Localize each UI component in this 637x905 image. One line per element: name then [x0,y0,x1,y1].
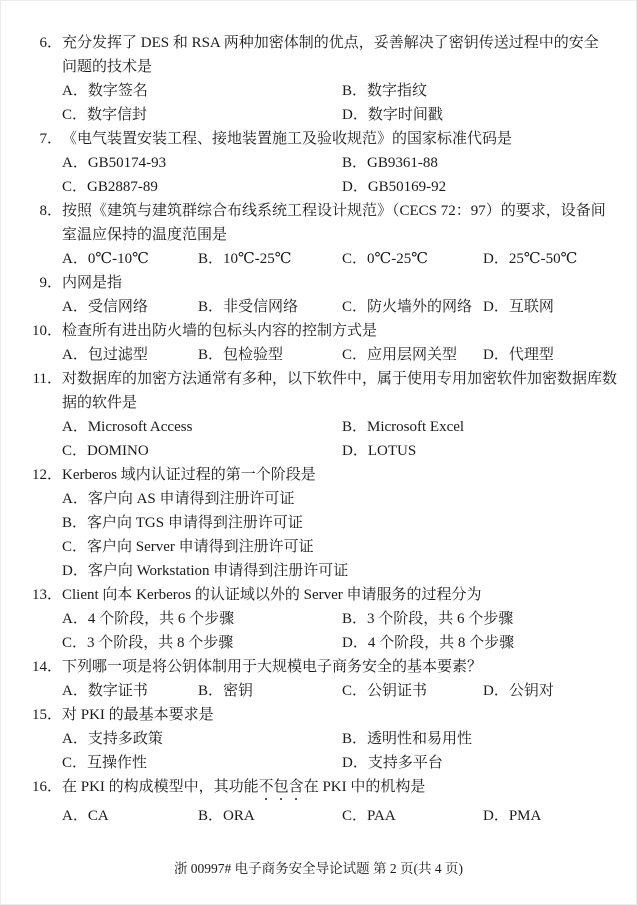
question-block [0,127,619,199]
answer-option [342,607,619,631]
option-letter: D． [483,808,509,824]
answer-option [62,535,619,559]
answer-option [198,295,342,319]
option-text: 公钥对 [508,683,554,699]
emphasized-text: 不包含 [258,779,304,795]
question-text: 《电气装置安装工程、接地装置施工及验收规范》的国家标准代码是 [62,131,513,147]
option-letter: C． [342,808,368,824]
option-letter: C． [62,107,88,123]
option-text: 0℃-25℃ [367,251,429,267]
option-text: 4 个阶段，共 8 个步骤 [367,635,515,651]
option-text: 互联网 [508,299,554,315]
option-letter: D． [483,251,509,267]
question-first-line [0,271,619,295]
question-first-line [0,655,619,679]
answer-option [483,679,619,703]
question-options [0,679,619,703]
question-block [0,271,619,319]
option-letter: B． [342,155,368,171]
answer-option [342,631,619,655]
question-text: 按照《建筑与建筑群综合布线系统工程设计规范》（CECS 72：97）的要求，设备间 [62,203,606,219]
option-letter: D． [342,755,368,771]
answer-option [342,415,619,439]
option-text: 支持多政策 [87,731,163,747]
answer-option [483,343,619,367]
question-number: 15． [31,707,62,723]
option-letter: C． [62,443,88,459]
answer-option [62,727,342,751]
question-first-line [0,199,619,223]
option-text: DOMINO [87,443,149,459]
option-text: 3 个阶段，共 6 个步骤 [367,611,514,627]
option-text: 3 个阶段，共 8 个步骤 [87,635,234,651]
answer-option [62,295,198,319]
question-number: 6． [39,35,62,51]
answer-option [62,804,198,828]
option-letter: B． [198,683,224,699]
answer-option [62,151,342,175]
answer-option [62,511,619,535]
option-text: GB50174-93 [87,155,167,171]
answer-option [342,79,619,103]
option-letter: C． [62,179,88,195]
question-options [0,804,619,828]
question-text: Client 向本 Kerberos 的认证域以外的 Server 申请服务的过程分为 [62,587,482,603]
option-text: 支持多平台 [367,755,443,771]
option-text: 数字时间戳 [367,107,443,123]
option-letter: B． [62,515,88,531]
question-first-line [0,463,619,487]
option-letter: A． [62,731,88,747]
option-text: LOTUS [367,443,417,459]
option-letter: B． [198,251,224,267]
option-letter: D． [483,683,509,699]
question-text: 充分发挥了 DES 和 RSA 两种加密体制的优点，妥善解决了密钥传送过程中的安全 [62,35,599,51]
question-number: 16． [31,779,62,795]
question-options [0,607,619,655]
option-letter: A． [62,683,88,699]
question-text: 内网是指 [62,275,123,291]
option-letter: D． [342,443,368,459]
answer-option [342,343,483,367]
option-letter: B． [342,419,368,435]
option-letter: D． [483,299,509,315]
exam-body [0,31,637,828]
question-first-line [0,775,619,804]
option-text: 代理型 [508,347,554,363]
option-letter: B． [198,347,224,363]
question-block [0,319,619,367]
question-text: 对 PKI 的最基本要求是 [62,707,214,723]
option-text: Microsoft Excel [367,419,465,435]
answer-option [342,175,619,199]
answer-option [342,151,619,175]
question-list [0,31,619,828]
option-text: 包检验型 [223,347,284,363]
option-letter: B． [342,611,368,627]
answer-option [62,79,342,103]
option-text: PAA [367,808,396,824]
option-text: 数字证书 [87,683,148,699]
option-text: 受信网络 [87,299,148,315]
question-text-continued: 据的软件是 [62,395,138,411]
option-text: 数字信封 [87,107,148,123]
question-block [0,703,619,775]
option-letter: A． [62,491,88,507]
answer-option [342,247,483,271]
question-number: 9． [39,275,62,291]
option-letter: C． [62,539,88,555]
option-letter: A． [62,155,88,171]
question-first-line [0,127,619,151]
option-text: 客户向 AS 申请得到注册许可证 [87,491,295,507]
question-first-line [0,31,619,55]
question-options [0,79,619,127]
question-number: 8． [39,203,62,219]
option-letter: C． [342,347,368,363]
option-letter: B． [342,731,368,747]
question-options [0,727,619,775]
answer-option [62,487,619,511]
option-text: 客户向 Server 申请得到注册许可证 [87,539,314,555]
answer-option [342,439,619,463]
answer-option [62,607,342,631]
question-number: 7． [39,131,62,147]
answer-option [483,295,619,319]
option-text: GB50169-92 [367,179,447,195]
question-text: 对数据库的加密方法通常有多种，以下软件中，属于使用专用加密软件加密数据库数 [62,371,618,387]
question-options [0,247,619,271]
answer-option [62,175,342,199]
option-letter: D． [342,107,368,123]
question-first-line [0,367,619,391]
answer-option [62,415,342,439]
question-first-line [0,319,619,343]
question-text: Kerberos 域内认证过程的第一个阶段是 [62,467,316,483]
answer-option [62,343,198,367]
question-options [0,295,619,319]
option-letter: B． [198,808,224,824]
answer-option [342,103,619,127]
option-letter: D． [342,635,368,651]
option-text: 0℃-10℃ [87,251,149,267]
option-letter: C． [62,755,88,771]
option-text: 密钥 [223,683,254,699]
question-number: 13． [31,587,62,603]
option-letter: A． [62,347,88,363]
option-letter: A． [62,419,88,435]
answer-option [483,247,619,271]
option-letter: D． [483,347,509,363]
question-number: 10． [31,323,62,339]
option-text: 客户向 TGS 申请得到注册许可证 [87,515,303,531]
option-text: GB2887-89 [87,179,158,195]
option-text: CA [87,808,109,824]
option-letter: B． [342,83,368,99]
option-letter: B． [198,299,224,315]
option-letter: C． [342,299,368,315]
option-letter: A． [62,83,88,99]
question-options [0,151,619,199]
question-block [0,775,619,828]
option-text: 25℃-50℃ [508,251,578,267]
answer-option [342,679,483,703]
option-letter: C． [342,251,368,267]
question-block [0,463,619,583]
answer-option [342,295,483,319]
option-text: 数字签名 [87,83,148,99]
option-letter: C． [62,635,88,651]
answer-option [198,804,342,828]
option-letter: D． [342,179,368,195]
option-text: 数字指纹 [367,83,428,99]
option-text: GB9361-88 [367,155,438,171]
question-text: 在 PKI 的构成模型中，其功能不包含在 PKI 中的机构是 [62,779,426,795]
question-first-line [0,583,619,607]
question-options [0,343,619,367]
answer-option [342,804,483,828]
option-text: 10℃-25℃ [223,251,292,267]
question-number: 12． [31,467,62,483]
option-letter: D． [62,563,88,579]
question-number: 11． [32,371,62,387]
option-text: 防火墙外的网络 [367,299,473,315]
question-options [0,487,619,583]
option-letter: A． [62,808,88,824]
question-first-line [0,703,619,727]
question-block [0,655,619,703]
option-text: 透明性和易用性 [367,731,473,747]
question-text: 检查所有进出防火墙的包标头内容的控制方式是 [62,323,378,339]
option-text: 公钥证书 [367,683,428,699]
question-number: 14． [31,659,62,675]
question-text-continued: 问题的技术是 [62,59,153,75]
question-text-continued: 室温应保持的温度范围是 [62,227,228,243]
option-text: PMA [508,808,542,824]
question-options [0,415,619,463]
answer-option [62,679,198,703]
option-letter: A． [62,299,88,315]
question-block [0,199,619,271]
answer-option [62,631,342,655]
option-letter: A． [62,611,88,627]
option-letter: C． [342,683,368,699]
option-text: 应用层网关型 [367,347,458,363]
answer-option [62,247,198,271]
option-text: 客户向 Workstation 申请得到注册许可证 [87,563,349,579]
answer-option [62,751,342,775]
question-block [0,583,619,655]
page-footer: 浙 00997# 电子商务安全导论试题 第 2 页(共 4 页) [173,861,464,876]
option-text: 4 个阶段，共 6 个步骤 [87,611,235,627]
option-text: ORA [223,808,255,824]
answer-option [198,679,342,703]
answer-option [62,103,342,127]
option-text: Microsoft Access [87,419,193,435]
answer-option [198,247,342,271]
answer-option [62,439,342,463]
option-text: 非受信网络 [223,299,299,315]
option-text: 包过滤型 [87,347,148,363]
option-letter: A． [62,251,88,267]
question-text: 下列哪一项是将公钥体制用于大规模电子商务安全的基本要素？ [62,659,483,675]
answer-option [342,751,619,775]
question-block [0,367,619,463]
answer-option [62,559,619,583]
answer-option [483,804,619,828]
answer-option [198,343,342,367]
option-text: 互操作性 [87,755,148,771]
question-block [0,31,619,127]
answer-option [342,727,619,751]
